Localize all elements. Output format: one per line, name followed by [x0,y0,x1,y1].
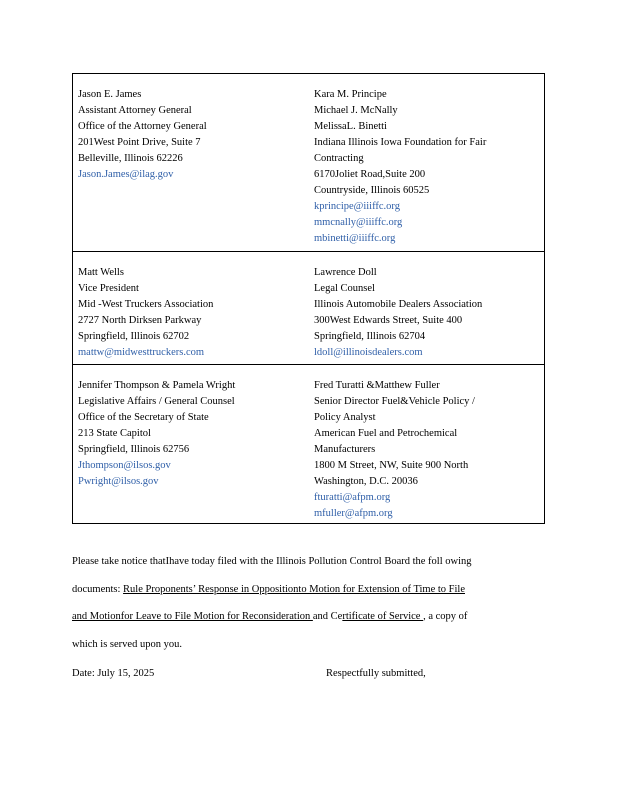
contact-title: Vice President [78,283,139,294]
contact-email[interactable]: kprincipe@iiiffc.org [314,201,400,212]
contact-organization: Contracting [314,153,364,164]
contact-city: Springfield, Illinois 62704 [314,331,426,342]
service-row [73,74,544,251]
document-title: Rule Proponents’ Response in Oppositionto Motion for Extension of Time to File [123,583,465,595]
contact-email[interactable]: mfuller@afpm.org [314,508,393,519]
service-row [73,364,544,525]
contact-city: Springfield, Illinois 62756 [78,444,190,455]
contact-name: Jason E. James [78,89,142,100]
notice-line [72,603,527,631]
contact-address: 2727 North Dirksen Parkway [78,315,202,326]
contact-name: Jennifer Thompson & Pamela Wright [78,380,236,391]
service-contact [314,378,539,522]
contact-title: Senior Director Fuel&Vehicle Policy / [314,396,475,407]
contact-organization: Illinois Automobile Dealers Association [314,299,483,310]
document-title: and Motionfor Leave to File Motion for Reconsideration [72,611,313,622]
contact-name: MelissaL. Binetti [314,121,387,132]
contact-organization: Manufacturers [314,444,376,455]
contact-city: Washington, D.C. 20036 [314,476,418,487]
contact-email[interactable]: mbinetti@iiiffc.org [314,233,396,244]
contact-title: Assistant Attorney General [78,105,192,116]
contact-organization: Office of the Attorney General [78,121,207,132]
contact-city: Springfield, Illinois 62702 [78,331,190,342]
notice-line: Please take notice thatIhave today filed with the Illinois Pollution Control Board the foll owing [72,556,472,567]
contact-email[interactable]: ldoll@illinoisdealers.com [314,347,423,358]
contact-name: Lawrence Doll [314,267,377,278]
contact-address: 1800 M Street, NW, Suite 900 North [314,460,469,471]
contact-name: Michael J. McNally [314,105,398,116]
notice-text: , a copy of [423,611,468,622]
contact-address: 6170Joliet Road,Suite 200 [314,169,426,180]
contact-name: Fred Turatti &Matthew Fuller [314,380,440,391]
contact-organization: Indiana Illinois Iowa Foundation for Fair [314,137,487,148]
contact-email[interactable]: Pwright@ilsos.gov [78,476,159,487]
contact-city: Countryside, Illinois 60525 [314,185,430,196]
contact-email[interactable]: mattw@midwesttruckers.com [78,347,205,358]
contact-address: 201West Point Drive, Suite 7 [78,137,201,148]
signoff: Respectfully submitted, [326,668,426,679]
notice-text: documents: [72,583,124,595]
contact-title: Legal Counsel [314,283,375,294]
filing-date: Date: July 15, 2025 [72,668,155,679]
contact-address: 213 State Capitol [78,428,151,439]
contact-title: Legislative Affairs / General Counsel [78,396,235,407]
contact-organization: American Fuel and Petrochemical [314,428,458,439]
contact-address: 300West Edwards Street, Suite 400 [314,315,463,326]
service-row [73,251,544,365]
contact-name: Kara M. Principe [314,89,387,100]
service-contact [78,87,303,183]
contact-email[interactable]: Jthompson@ilsos.gov [78,460,171,471]
contact-title: Policy Analyst [314,412,376,423]
notice-paragraph [72,548,527,658]
notice-text: and Ce [312,611,343,622]
service-contact [78,378,303,490]
service-contact [78,265,303,361]
service-contact [314,87,539,247]
contact-email[interactable]: fturatti@afpm.org [314,492,391,503]
contact-organization: Mid -West Truckers Association [78,299,214,310]
service-contact [314,265,539,361]
document-title: rtificate of Service [342,611,424,622]
contact-organization: Office of the Secretary of State [78,412,209,423]
contact-name: Matt Wells [78,267,124,278]
notice-line: which is served upon you. [72,638,182,650]
contact-email[interactable]: Jason.James@ilag.gov [78,169,174,180]
contact-city: Belleville, Illinois 62226 [78,153,183,164]
notice-line [72,576,527,604]
contact-email[interactable]: mmcnally@iiiffc.org [314,217,403,228]
service-list-table [72,73,545,524]
